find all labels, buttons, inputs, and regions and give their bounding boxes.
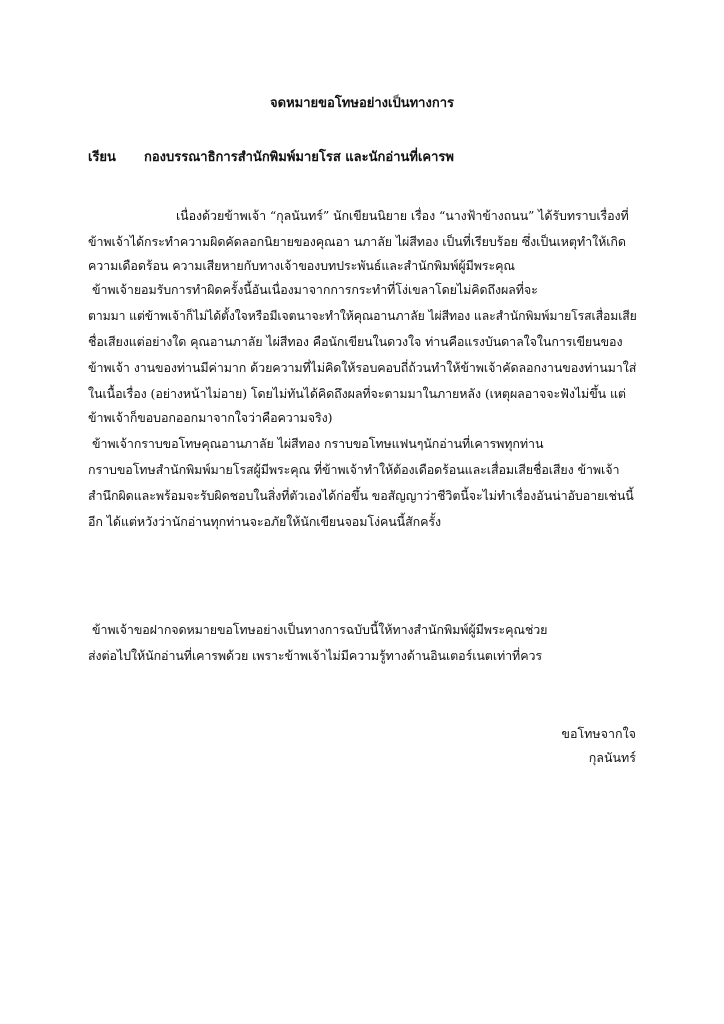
- salutation: [88, 150, 454, 166]
- paragraph-1-line-2: ข้าพเจ้าได้กระทำความผิดคัดลอกนิยายของคุณอา นภาลัย ไผ่สีทอง เป็นที่เรียบร้อย ซึ่งเป็นเหตุทำให้เกิด: [88, 234, 626, 249]
- paragraph-2-line-1: ข้าพเจ้ายอมรับการทำผิดครั้งนี้อันเนื่องมาจากการกระทำที่โง่เขลาโดยไม่คิดถึงผลที่จะ: [92, 282, 538, 297]
- closing-signature: กุลนันทร์: [588, 750, 636, 765]
- closing-line-1: ขอโทษจากใจ: [561, 726, 636, 741]
- paragraph-3-line-2: กราบขอโทษสำนักพิมพ์มายโรสผู้มีพระคุณ ที่ข้าพเจ้าทำให้ต้องเดือดร้อนและเสื่อมเสียชื่อเสียง ข้าพเจ้า: [88, 462, 620, 477]
- paragraph-4-line-2: ส่งต่อไปให้นักอ่านที่เคารพด้วย เพราะข้าพเจ้าไม่มีความรู้ทางด้านอินเตอร์เนตเท่าที่ควร: [88, 648, 542, 663]
- paragraph-2-line-2: ตามมา แต่ข้าพเจ้าก็ไม่ได้ตั้งใจหรือมีเจตนาจะทำให้คุณอานภาลัย ไผ่สีทอง และสำนักพิมพ์มายโรสเสื่อมเสีย: [88, 309, 637, 323]
- paragraph-3-line-4: อีก ได้แต่หวังว่านักอ่านทุกท่านจะอภัยให้นักเขียนจอมโง่คนนี้สักครั้ง: [88, 514, 441, 529]
- salutation-recipient: กองบรรณาธิการสำนักพิมพ์มายโรส และนักอ่านที่เคารพ: [144, 150, 454, 165]
- paragraph-3-line-3: สำนึกผิดและพร้อมจะรับผิดชอบในสิ่งที่ตัวเองได้ก่อขึ้น ขอสัญญาว่าชีวิตนี้จะไม่ทำเรื่องอันน่าอับอายเช่นนี้: [88, 488, 634, 503]
- paragraph-1-line-1: เนื่องด้วยข้าพเจ้า “กุลนันทร์” นักเขียนนิยาย เรื่อง “นางฟ้าข้างถนน” ได้รับทราบเรื่องที่: [176, 208, 629, 223]
- paragraph-2-line-5: ในเนื้อเรื่อง (อย่างหน้าไม่อาย) โดยไม่ทันได้คิดถึงผลที่จะตามมาในภายหลัง (เหตุผลอาจจะฟังไม่ขึ้น แต่: [88, 386, 626, 401]
- paragraph-2-line-4: ข้าพเจ้า งานของท่านมีค่ามาก ด้วยความที่ไม่คิดให้รอบคอบถี่ถ้วนทำให้ข้าพเจ้าคัดลอกงานของท่านมาใส่: [88, 360, 637, 375]
- paragraph-3-line-1: ข้าพเจ้ากราบขอโทษคุณอานภาลัย ไผ่สีทอง กราบขอโทษแฟนๆนักอ่านที่เคารพทุกท่าน: [92, 436, 544, 451]
- paragraph-4-line-1: ข้าพเจ้าขอฝากจดหมายขอโทษอย่างเป็นทางการฉบับนี้ให้ทางสำนักพิมพ์ผู้มีพระคุณช่วย: [92, 622, 548, 637]
- paragraph-1-line-3: ความเดือดร้อน ความเสียหายกับทางเจ้าของบทประพันธ์และสำนักพิมพ์ผู้มีพระคุณ: [88, 258, 515, 273]
- paragraph-2-line-6: ข้าพเจ้าก็ขอบอกออกมาจากใจว่าคือความจริง): [88, 410, 333, 425]
- salutation-label: เรียน: [88, 150, 116, 165]
- paragraph-2-line-3: ชื่อเสียงแต่อย่างใด คุณอานภาลัย ไผ่สีทอง คือนักเขียนในดวงใจ ท่านคือแรงบันดาลใจในการเขียนของ: [88, 334, 623, 349]
- letter-title: จดหมายขอโทษอย่างเป็นทางการ: [270, 96, 454, 111]
